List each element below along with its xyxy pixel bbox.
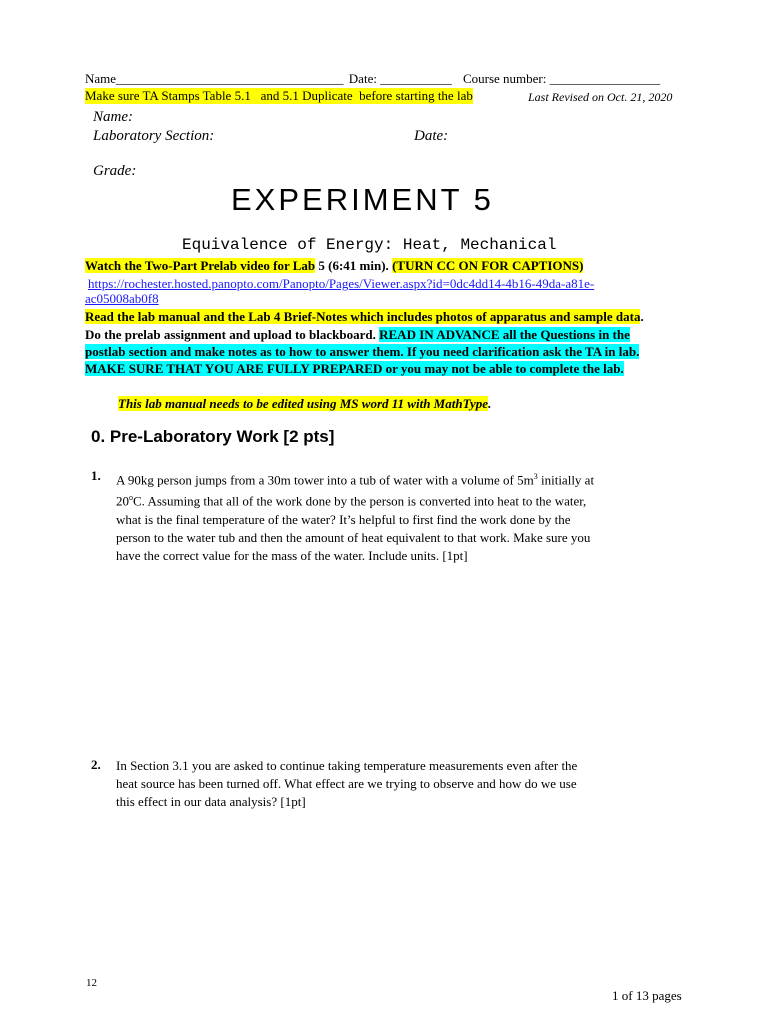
fully-prepared-text: MAKE SURE THAT YOU ARE FULLY PREPARED or you may not be able to complete the lab. xyxy=(85,361,624,376)
question-1-line2: C. Assuming that all of the work done by the person is converted into heat to the water, xyxy=(133,493,587,509)
question-1-line5: have the correct value for the mass of the water. Include units. [1pt] xyxy=(116,547,468,563)
form-lab-section-label: Laboratory Section: xyxy=(93,128,215,144)
question-2-line1: In Section 3.1 you are asked to continue taking temperature measurements even after the xyxy=(116,758,578,773)
mathtype-end: . xyxy=(488,396,492,411)
captions-note: (TURN CC ON FOR CAPTIONS) xyxy=(392,258,584,273)
page-number: 12 xyxy=(86,977,97,989)
question-2-line3: this effect in our data analysis? [1pt] xyxy=(116,794,306,809)
section-heading: 0. Pre-Laboratory Work [2 pts] xyxy=(91,427,335,446)
page-count: 1 of 13 pages xyxy=(612,988,682,1003)
video-link-line1[interactable]: https://rochester.hosted.panopto.com/Panopto/Pages/Viewer.aspx?id=0dc4dd14-4b16-49da-a81e- xyxy=(88,276,595,291)
question-1-line1-end: initially at xyxy=(537,472,595,488)
question-2-text xyxy=(116,757,577,811)
course-label: Course number: xyxy=(462,71,547,86)
form-name-label: Name: xyxy=(93,109,133,125)
read-in-advance-text: READ IN ADVANCE all the Questions in the xyxy=(379,327,630,342)
header-line xyxy=(85,71,660,87)
question-1-text xyxy=(116,468,594,565)
last-revised: Last Revised on Oct. 21, 2020 xyxy=(528,90,673,104)
prelab-block xyxy=(85,326,639,377)
mathtype-text: This lab manual needs to be edited using MS word 11 with MathType xyxy=(118,396,489,411)
prelab-upload-text: Do the prelab assignment and upload to blackboard. xyxy=(85,327,380,342)
watch-video-text: Watch the Two-Part Prelab video for Lab xyxy=(85,258,316,273)
ta-stamp-note: Make sure TA Stamps Table 5.1 and 5.1 Duplicate before starting the lab xyxy=(85,88,473,103)
date-label: Date: xyxy=(348,71,377,86)
question-1-line4: person to the water tub and then the amount of heat equivalent to that work. Make sure you xyxy=(116,529,591,545)
postlab-notes-text: postlab section and make notes as to how to answer them. If you need clarification ask the TA in lab. xyxy=(85,344,640,359)
degree-superscript: o xyxy=(129,493,133,503)
video-link-line2[interactable]: ac05008ab0f8 xyxy=(85,291,159,306)
form-date-label: Date: xyxy=(414,128,449,144)
name-label: Name xyxy=(85,71,117,86)
date-blank: ___________ xyxy=(380,71,452,86)
watch-video-line xyxy=(85,258,583,273)
experiment-subtitle: Equivalence of Energy: Heat, Mechanical xyxy=(182,236,557,254)
course-blank: _________________ xyxy=(549,71,661,86)
name-blank: ___________________________________ xyxy=(116,71,344,86)
read-manual-line xyxy=(85,309,644,324)
mathtype-note xyxy=(118,396,491,411)
superscript-3: 3 xyxy=(533,472,538,481)
watch-video-duration: 5 (6:41 min). xyxy=(315,258,393,273)
read-manual-text: Read the lab manual and the Lab 4 Brief-Notes which includes photos of apparatus and sample data xyxy=(85,309,641,324)
question-1-line3: what is the final temperature of the water? It’s helpful to first find the work done by the xyxy=(116,511,571,527)
question-1-line1: A 90kg person jumps from a 30m tower into a tub of water with a volume of 5m xyxy=(116,472,534,488)
question-1-number: 1. xyxy=(91,468,101,483)
question-2-line2: heat source has been turned off. What effect are we trying to observe and how do we use xyxy=(116,776,577,791)
form-grade-label: Grade: xyxy=(93,163,137,179)
experiment-title: EXPERIMENT 5 xyxy=(231,182,494,217)
video-link[interactable] xyxy=(85,276,594,306)
read-manual-end: . xyxy=(640,309,644,324)
question-1-line2-start: 20 xyxy=(116,493,129,509)
question-2-number: 2. xyxy=(91,757,101,772)
